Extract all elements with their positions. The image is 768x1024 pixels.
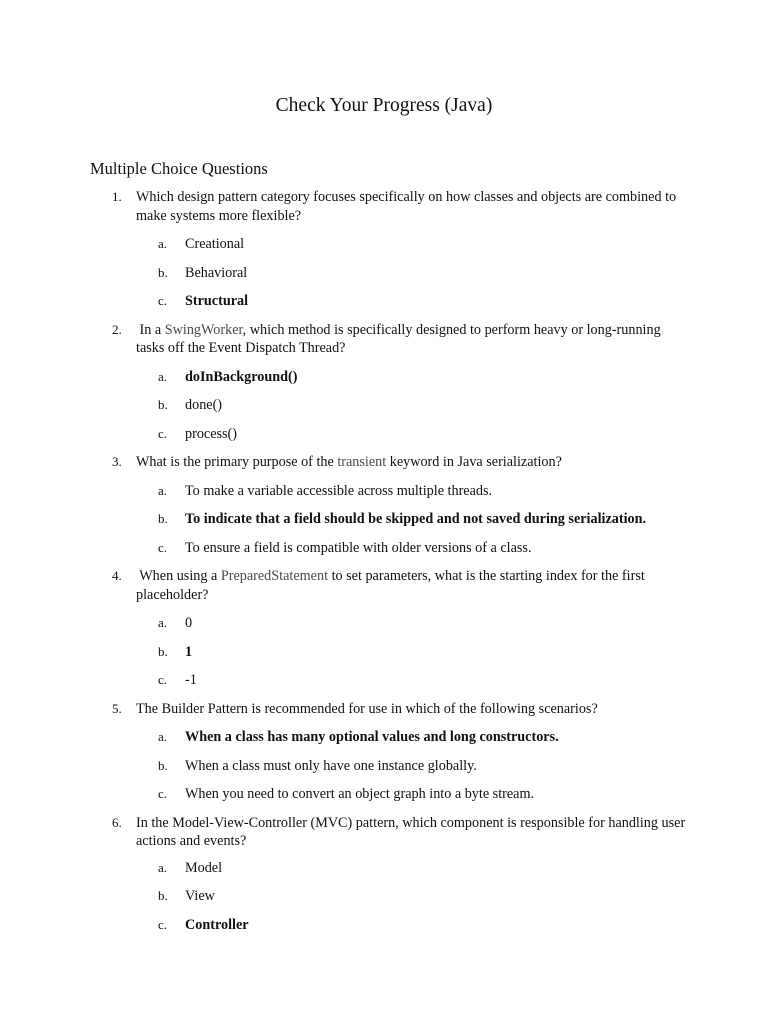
option-1b: [0, 264, 768, 283]
option-text: process(): [185, 425, 237, 442]
question-number: 1.: [112, 189, 122, 204]
question-number: 4.: [112, 568, 122, 583]
option-text-correct: doInBackground(): [185, 368, 298, 385]
option-3a: [0, 482, 768, 501]
option-list: [0, 859, 768, 935]
option-5b: [0, 757, 768, 776]
option-letter: a.: [158, 729, 168, 744]
option-letter: b.: [158, 757, 168, 773]
question-2: [0, 321, 768, 358]
option-text: Model: [185, 859, 223, 876]
question-text: When using a PreparedStatement to set parameters, what is the starting index for the first placeholder?: [136, 568, 645, 603]
option-6b: [0, 887, 768, 906]
option-letter: c.: [158, 786, 168, 801]
option-6c: [0, 916, 768, 935]
option-letter: a.: [158, 368, 168, 384]
option-text: When a class must only have one instance globally.: [185, 757, 477, 774]
option-list: [0, 235, 768, 311]
option-text: 0: [185, 615, 193, 631]
option-text: View: [185, 888, 215, 904]
section-heading: Multiple Choice Questions: [90, 159, 268, 178]
option-letter: a.: [158, 482, 168, 498]
option-text-correct: Structural: [185, 293, 249, 309]
question-number: 6.: [112, 814, 122, 830]
option-text: Behavioral: [185, 264, 248, 281]
option-4a: [0, 614, 768, 633]
option-2c: [0, 425, 768, 444]
option-letter: c.: [158, 916, 168, 932]
page-title: Check Your Progress (Java): [275, 95, 493, 116]
option-list: [0, 482, 768, 558]
option-letter: a.: [158, 615, 168, 630]
question-5: [0, 700, 768, 719]
option-4b: [0, 643, 768, 662]
option-letter: b.: [158, 397, 168, 412]
option-text: done(): [185, 397, 223, 413]
option-text-correct: Controller: [185, 916, 249, 933]
option-letter: a.: [158, 236, 168, 251]
option-3c: [0, 539, 768, 558]
question-3: [0, 453, 768, 472]
question-text: The Builder Pattern is recommended for use in which of the following scenarios?: [136, 700, 598, 717]
code-term: PreparedStatement: [220, 568, 329, 584]
option-letter: b.: [158, 264, 168, 280]
option-list: [0, 368, 768, 444]
question-4: [0, 567, 768, 604]
question-number: 3.: [112, 454, 122, 469]
question-number: 5.: [112, 700, 122, 716]
option-text-correct: 1: [185, 643, 193, 660]
option-letter: c.: [158, 293, 168, 308]
option-list: [0, 728, 768, 804]
question-1: [0, 188, 768, 225]
option-list: [0, 614, 768, 690]
option-text: When you need to convert an object graph into a byte stream.: [185, 786, 535, 802]
question-text: Which design pattern category focuses specifically on how classes and objects are combined to make systems more flexible?: [136, 189, 677, 224]
option-letter: c.: [158, 672, 168, 687]
question-6: [0, 814, 768, 851]
option-6a: [0, 859, 768, 878]
code-term: transient: [337, 454, 387, 470]
code-term: SwingWorker: [164, 321, 243, 338]
question-text: What is the primary purpose of the transient keyword in Java serialization?: [136, 454, 562, 470]
option-5c: [0, 785, 768, 804]
option-letter: b.: [158, 643, 168, 659]
option-letter: a.: [158, 859, 168, 875]
option-letter: b.: [158, 511, 168, 526]
option-letter: c.: [158, 425, 168, 441]
option-letter: b.: [158, 888, 168, 903]
option-text: -1: [185, 672, 197, 688]
option-text-correct: To indicate that a field should be skipped and not saved during serialization.: [185, 511, 647, 527]
option-2a: [0, 368, 768, 387]
question-number: 2.: [112, 321, 122, 337]
option-2b: [0, 396, 768, 415]
option-5a: [0, 728, 768, 747]
option-text: Creational: [185, 236, 245, 252]
option-1c: [0, 292, 768, 311]
question-text: In a SwingWorker, which method is specifically designed to perform heavy or long-running tasks off the Event Dispatch Thread?: [136, 321, 661, 356]
option-letter: c.: [158, 539, 168, 555]
option-text: To make a variable accessible across multiple threads.: [185, 482, 493, 499]
option-1a: [0, 235, 768, 254]
question-text: In the Model-View-Controller (MVC) pattern, which component is responsible for handling user actions and events?: [136, 814, 686, 849]
option-text: To ensure a field is compatible with older versions of a class.: [185, 539, 532, 556]
question-list: [0, 188, 768, 934]
option-3b: [0, 510, 768, 529]
option-text-correct: When a class has many optional values and long constructors.: [185, 729, 559, 745]
option-4c: [0, 671, 768, 690]
